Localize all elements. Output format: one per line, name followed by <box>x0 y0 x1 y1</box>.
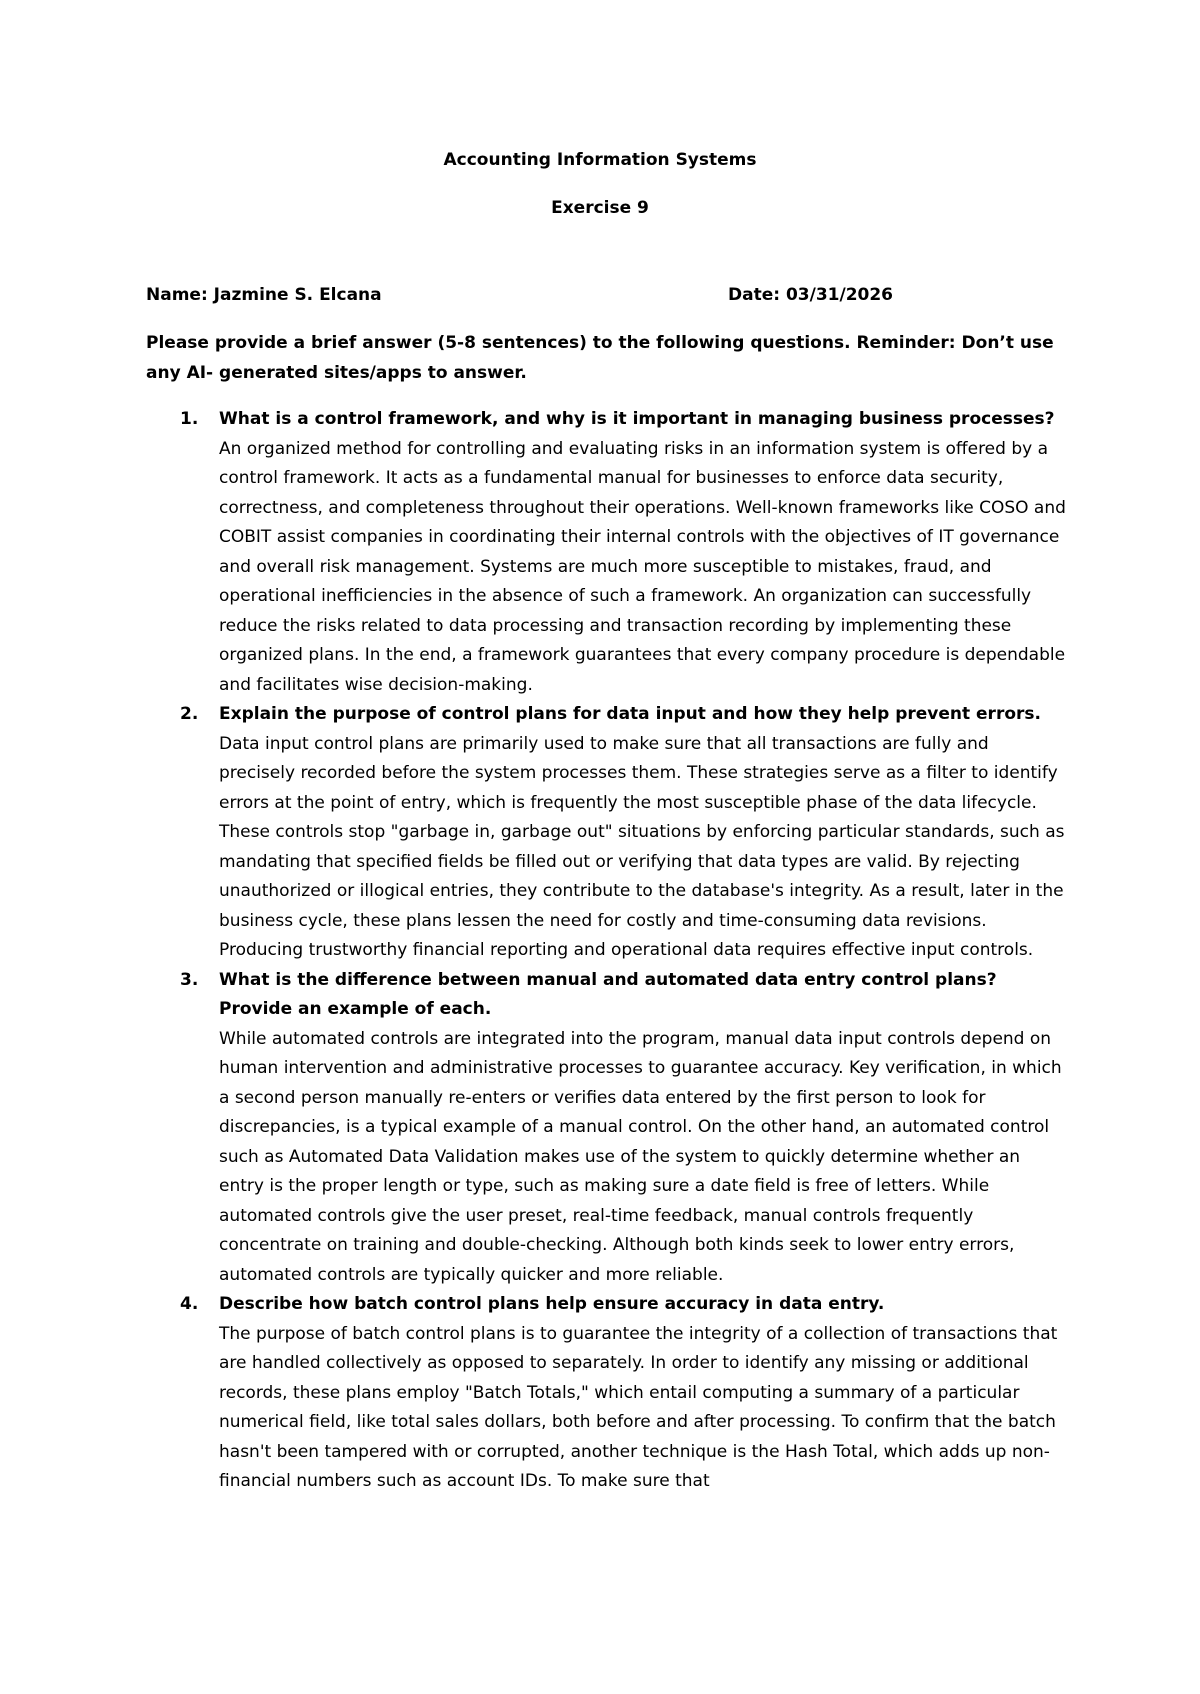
question-text: What is the difference between manual and automated data entry control plans? Provide an example of each. <box>219 969 997 1019</box>
answer-text: An organized method for controlling and evaluating risks in an information system is offered by a control framework. It acts as a fundamental manual for businesses to enforce data security, correctness, and completeness throughout their operations. Well-known frameworks like COSO and COBIT assist companies in coordinating their internal controls with the objectives of IT governance and overall risk management. Systems are much more susceptible to mistakes, fraud, and operational inefficiencies in the absence of such a framework. An organization can successfully reduce the risks related to data processing and transaction recording by implementing these organized plans. In the end, a framework guarantees that every company procedure is dependable and facilitates wise decision-making. <box>219 438 1066 695</box>
question-item <box>146 405 1066 700</box>
document-subtitle: Exercise 9 <box>551 198 649 218</box>
question-text: What is a control framework, and why is it important in managing business processes? <box>219 409 1055 429</box>
question-number: 4. <box>180 1294 199 1314</box>
answer-text: The purpose of batch control plans is to guarantee the integrity of a collection of transactions that are handled collectively as opposed to separately. In order to identify any missing or additional records, these plans employ "Batch Totals," which entail computing a summary of a particular numerical field, like total sales dollars, both before and after processing. To confirm that the batch hasn't been tampered with or corrupted, another technique is the Hash Total, which adds up non-financial numbers such as account IDs. To make sure that <box>219 1323 1058 1491</box>
question-number: 2. <box>180 704 199 724</box>
submission-date: Date: 03/31/2026 <box>728 285 894 305</box>
question-item <box>146 1290 1066 1497</box>
question-text: Explain the purpose of control plans for data input and how they help prevent errors. <box>219 704 1041 724</box>
question-number: 3. <box>180 969 199 990</box>
question-number: 1. <box>180 409 199 429</box>
answer-text: While automated controls are integrated into the program, manual data input controls depend on human intervention and administrative processes to guarantee accuracy. Key verification, in which a second person manually re-enters or verifies data entered by the first person to look for discrepancies, is a typical example of a manual control. On the other hand, an automated control such as Automated Data Validation makes use of the system to quickly determine whether an entry is the proper length or type, such as making sure a date field is free of letters. While automated controls give the user preset, real-time feedback, manual controls frequently concentrate on training and double-checking. Although both kinds seek to lower entry errors, automated controls are typically quicker and more reliable. <box>219 1028 1062 1285</box>
question-item <box>146 966 1066 1291</box>
instructions: Please provide a brief answer (5-8 sentences) to the following questions. Reminder: Don’t use any AI- generated sites/apps to answer. <box>146 333 1054 383</box>
question-list <box>146 405 1066 1497</box>
question-item <box>146 700 1066 966</box>
answer-text: Data input control plans are primarily used to make sure that all transactions are fully and precisely recorded before the system processes them. These strategies serve as a filter to identify errors at the point of entry, which is frequently the most susceptible phase of the data lifecycle. These controls stop "garbage in, garbage out" situations by enforcing particular standards, such as mandating that specified fields be filled out or verifying that data types are valid. By rejecting unauthorized or illogical entries, they contribute to the database's integrity. As a result, later in the business cycle, these plans lessen the need for costly and time-consuming data revisions. Producing trustworthy financial reporting and operational data requires effective input controls. <box>219 733 1065 960</box>
student-name: Name: Jazmine S. Elcana <box>146 285 382 305</box>
document-title: Accounting Information Systems <box>443 150 757 170</box>
question-text: Describe how batch control plans help ensure accuracy in data entry. <box>219 1294 885 1314</box>
